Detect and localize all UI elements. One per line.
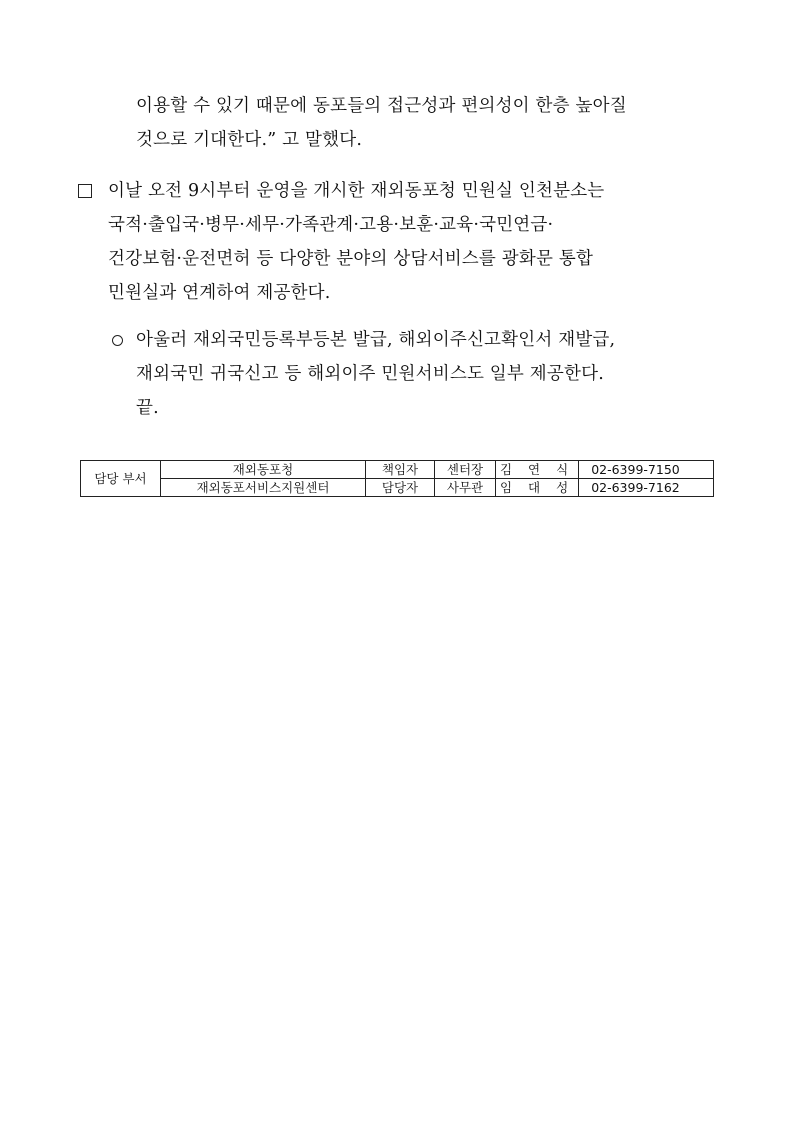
end-mark: 끝. — [136, 398, 159, 418]
job-title-cell: 사무관 — [435, 479, 496, 497]
dept-label: 담당 부서 — [81, 461, 161, 497]
contact-table — [80, 460, 714, 497]
table-row — [81, 461, 714, 479]
table-row — [81, 479, 714, 497]
circle-bullet-icon — [112, 335, 123, 346]
main-paragraph-line-1: 이날 오전 9시부터 운영을 개시한 재외동포청 민원실 인천분소는 — [108, 181, 605, 201]
main-paragraph-line-4: 민원실과 연계하여 제공한다. — [108, 283, 331, 303]
phone-cell: 02-6399-7150 — [579, 461, 714, 479]
square-bullet-icon — [78, 184, 92, 198]
org-subunit: 재외동포서비스지원센터 — [161, 479, 366, 497]
paragraph-continuation-line-2: 것으로 기대한다.” 고 말했다. — [136, 130, 363, 150]
org-name: 재외동포청 — [161, 461, 366, 479]
person-name-cell: 임 대 성 — [496, 479, 579, 497]
role-cell: 담당자 — [366, 479, 435, 497]
sub-paragraph-line-1: 아울러 재외국민등록부등본 발급, 해외이주신고확인서 재발급, — [136, 330, 616, 350]
role-cell: 책임자 — [366, 461, 435, 479]
person-name-cell: 김 연 식 — [496, 461, 579, 479]
sub-paragraph-line-2: 재외국민 귀국신고 등 해외이주 민원서비스도 일부 제공한다. — [136, 364, 604, 384]
paragraph-continuation-line-1: 이용할 수 있기 때문에 동포들의 접근성과 편의성이 한층 높아질 — [136, 96, 627, 116]
main-paragraph-line-2: 국적·출입국·병무·세무·가족관계·고용·보훈·교육·국민연금· — [108, 215, 554, 235]
phone-cell: 02-6399-7162 — [579, 479, 714, 497]
main-paragraph-line-3: 건강보험·운전면허 등 다양한 분야의 상담서비스를 광화문 통합 — [108, 249, 594, 269]
job-title-cell: 센터장 — [435, 461, 496, 479]
